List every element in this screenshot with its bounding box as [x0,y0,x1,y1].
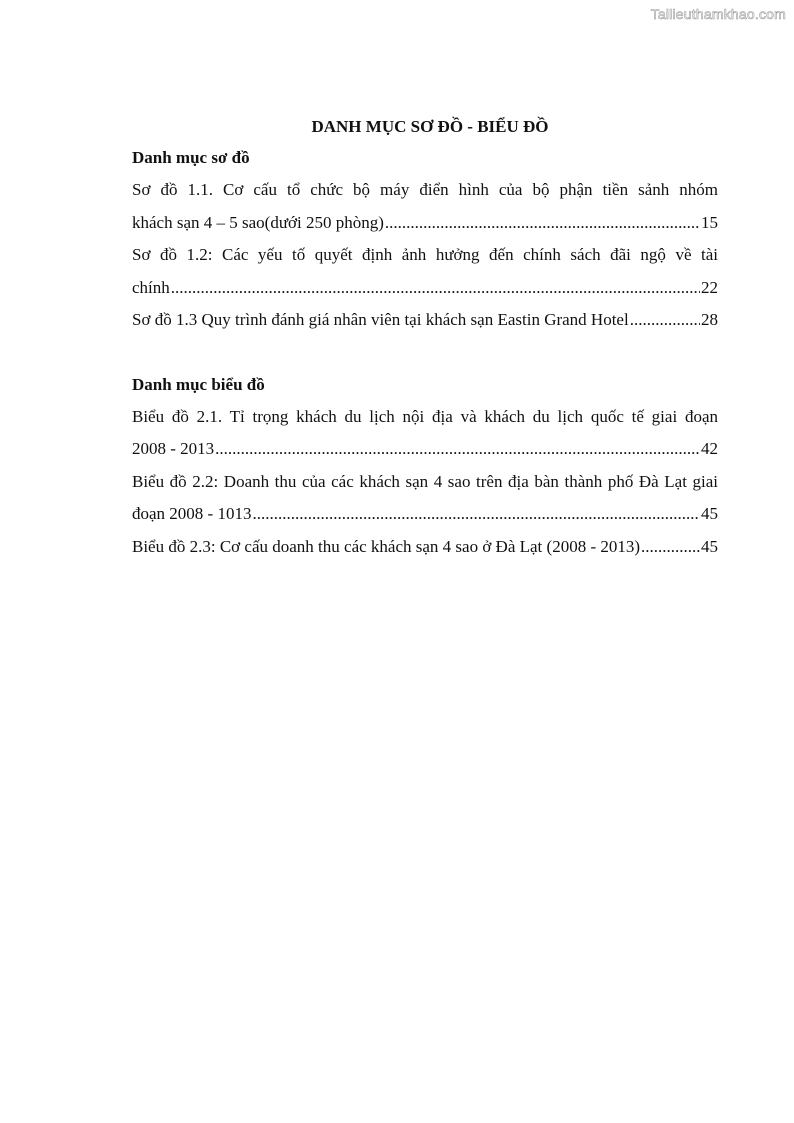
diagram-list-heading: Danh mục sơ đồ [132,148,250,167]
toc-entry-text: đoạn 2008 - 1013 [132,504,252,523]
watermark-text: Tailieuthamkhao.com [650,6,786,22]
toc-entry-text: 2008 - 2013 [132,439,215,458]
toc-entry-continuation [132,272,718,305]
toc-page-number: 28 [701,310,718,329]
toc-leader-dots [385,207,700,240]
toc-leader-dots [630,304,700,337]
chart-list-heading: Danh mục biểu đồ [132,374,265,394]
toc-entry-text: Biểu đồ 2.1. Tỉ trọng khách du lịch nội địa và khách du lịch quốc tế giai đoạn [132,406,718,426]
toc-entry-text: Sơ đồ 1.2: Các yếu tố quyết định ảnh hưởng đến chính sách đãi ngộ về tài [132,245,718,264]
toc-entry-text: khách sạn 4 – 5 sao(dưới 250 phòng) [132,212,384,232]
toc-entry-text: Sơ đồ 1.3 Quy trình đánh giá nhân viên tại khách sạn Eastin Grand Hotel [132,310,629,329]
toc-entry-continuation [132,433,718,466]
toc-entry-line [132,531,718,564]
toc-page-number: 42 [701,439,718,458]
toc-entry-chart-2-1[interactable] [132,401,718,466]
toc-entry-chart-2-2[interactable] [132,466,718,531]
toc-entry-text: Biểu đồ 2.2: Doanh thu của các khách sạn 4 sao trên địa bàn thành phố Đà Lạt giai [132,471,718,491]
toc-page-number: 45 [701,536,718,556]
toc-entry-line [132,304,718,337]
toc-entry-continuation [132,207,718,240]
toc-entry-diagram-1-3[interactable] [132,304,718,337]
page-title: DANH MỤC SƠ ĐỒ - BIỂU ĐỒ [311,117,549,136]
toc-page-number: 22 [701,277,718,297]
toc-page-number: 45 [701,504,718,523]
toc-entry-text: Biểu đồ 2.3: Cơ cấu doanh thu các khách sạn 4 sao ở Đà Lạt (2008 - 2013) [132,536,641,556]
section-spacer [132,337,718,369]
toc-entry-text: chính [132,277,170,297]
toc-leader-dots [641,531,700,564]
toc-leader-dots [252,498,700,531]
toc-entry-diagram-1-2[interactable] [132,239,718,304]
toc-entry-diagram-1-1[interactable] [132,174,718,239]
table-of-figures [132,112,718,563]
toc-leader-dots [215,433,700,466]
toc-entry-continuation [132,498,718,531]
toc-entry-text: Sơ đồ 1.1. Cơ cấu tổ chức bộ máy điển hình của bộ phận tiền sảnh nhóm [132,180,718,199]
toc-entry-chart-2-3[interactable] [132,531,718,564]
toc-leader-dots [171,272,700,305]
toc-page-number: 15 [701,212,718,232]
